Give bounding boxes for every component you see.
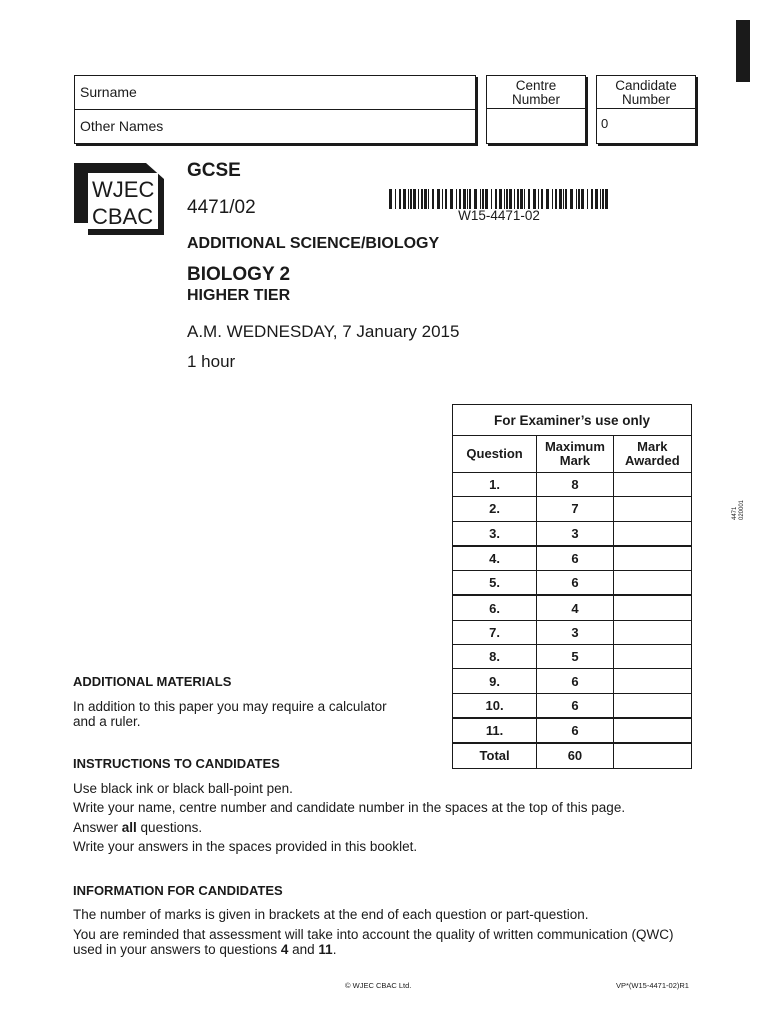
question-number: 9. bbox=[453, 669, 537, 693]
total-max: 60 bbox=[537, 743, 614, 768]
footer-copyright: © WJEC CBAC Ltd. bbox=[345, 981, 412, 990]
candidate-number-value: 0 bbox=[601, 116, 609, 131]
maximum-mark: 8 bbox=[537, 473, 614, 497]
maximum-mark: 5 bbox=[537, 645, 614, 669]
exam-date: A.M. WEDNESDAY, 7 January 2015 bbox=[187, 322, 460, 341]
question-number: 1. bbox=[453, 473, 537, 497]
total-label: Total bbox=[453, 743, 537, 768]
mark-awarded-cell[interactable] bbox=[613, 669, 691, 693]
maximum-mark: 6 bbox=[537, 718, 614, 743]
mark-awarded-cell[interactable] bbox=[613, 645, 691, 669]
col-mark-awarded: Mark Awarded bbox=[613, 436, 691, 473]
question-number: 5. bbox=[453, 571, 537, 596]
qualification-title: GCSE bbox=[187, 160, 241, 181]
instruction-line: Answer all questions. bbox=[73, 820, 203, 835]
mark-awarded-cell[interactable] bbox=[613, 620, 691, 644]
information-line: You are reminded that assessment will take into account the quality of written communication (QWC) used in your answers to questions 4 and 11. bbox=[73, 927, 674, 957]
question-number: 11. bbox=[453, 718, 537, 743]
instruction-line: Write your answers in the spaces provided in this booklet. bbox=[73, 839, 418, 854]
barcode bbox=[389, 189, 609, 209]
side-code: 4471 020001 bbox=[732, 499, 745, 520]
mark-awarded-cell[interactable] bbox=[613, 473, 691, 497]
question-number: 7. bbox=[453, 620, 537, 644]
surname-field[interactable] bbox=[75, 76, 475, 110]
question-number: 3. bbox=[453, 521, 537, 546]
additional-materials-heading: ADDITIONAL MATERIALS bbox=[73, 674, 232, 689]
information-heading: INFORMATION FOR CANDIDATES bbox=[73, 883, 283, 898]
footer-ref: VP*(W15-4471-02)R1 bbox=[616, 981, 689, 990]
svg-text:CBAC: CBAC bbox=[92, 204, 154, 229]
centre-number-box[interactable] bbox=[486, 75, 586, 144]
instruction-line: Write your name, centre number and candidate number in the spaces at the top of this page. bbox=[73, 800, 626, 815]
name-box bbox=[74, 75, 476, 144]
additional-materials-text: In addition to this paper you may require a calculator and a ruler. bbox=[73, 699, 387, 729]
examiner-table-title: For Examiner’s use only bbox=[453, 405, 692, 436]
maximum-mark: 3 bbox=[537, 620, 614, 644]
paper-title: BIOLOGY 2 bbox=[187, 264, 291, 285]
total-awarded-cell[interactable] bbox=[613, 743, 691, 768]
mark-awarded-cell[interactable] bbox=[613, 571, 691, 596]
question-number: 10. bbox=[453, 693, 537, 718]
subject-title: ADDITIONAL SCIENCE/BIOLOGY bbox=[187, 235, 440, 252]
maximum-mark: 3 bbox=[537, 521, 614, 546]
wjec-cbac-logo bbox=[74, 163, 164, 235]
paper-code: 4471/02 bbox=[187, 197, 256, 218]
maximum-mark: 6 bbox=[537, 693, 614, 718]
question-number: 6. bbox=[453, 595, 537, 620]
question-number: 8. bbox=[453, 645, 537, 669]
page-tab-marker bbox=[736, 20, 750, 82]
other-names-label: Other Names bbox=[80, 118, 164, 134]
examiner-table-row bbox=[453, 669, 692, 693]
maximum-mark: 6 bbox=[537, 669, 614, 693]
examiner-table-row bbox=[453, 595, 692, 620]
maximum-mark: 6 bbox=[537, 571, 614, 596]
candidate-number-box[interactable] bbox=[596, 75, 696, 144]
svg-text:WJEC: WJEC bbox=[92, 177, 155, 202]
examiner-table-row bbox=[453, 620, 692, 644]
information-line: The number of marks is given in brackets at the end of each question or part-question. bbox=[73, 907, 589, 922]
col-question: Question bbox=[453, 436, 537, 473]
mark-awarded-cell[interactable] bbox=[613, 595, 691, 620]
other-names-field[interactable] bbox=[75, 110, 475, 143]
col-maximum-mark: Maximum Mark bbox=[537, 436, 614, 473]
question-number: 4. bbox=[453, 546, 537, 571]
surname-label: Surname bbox=[80, 84, 137, 100]
maximum-mark: 4 bbox=[537, 595, 614, 620]
examiner-table-row bbox=[453, 546, 692, 571]
instruction-line: Use black ink or black ball-point pen. bbox=[73, 781, 293, 796]
mark-awarded-cell[interactable] bbox=[613, 497, 691, 521]
maximum-mark: 6 bbox=[537, 546, 614, 571]
examiner-table-row bbox=[453, 473, 692, 497]
exam-duration: 1 hour bbox=[187, 352, 236, 371]
examiner-table-row bbox=[453, 521, 692, 546]
examiner-table-row bbox=[453, 571, 692, 596]
examiner-table-row bbox=[453, 645, 692, 669]
mark-awarded-cell[interactable] bbox=[613, 546, 691, 571]
maximum-mark: 7 bbox=[537, 497, 614, 521]
barcode-text: W15-4471-02 bbox=[458, 208, 540, 223]
question-number: 2. bbox=[453, 497, 537, 521]
candidate-number-label: Candidate Number bbox=[597, 76, 695, 109]
centre-number-label: Centre Number bbox=[487, 76, 585, 109]
tier-label: HIGHER TIER bbox=[187, 287, 291, 304]
mark-awarded-cell[interactable] bbox=[613, 521, 691, 546]
instructions-heading: INSTRUCTIONS TO CANDIDATES bbox=[73, 756, 280, 771]
examiner-table-row bbox=[453, 497, 692, 521]
